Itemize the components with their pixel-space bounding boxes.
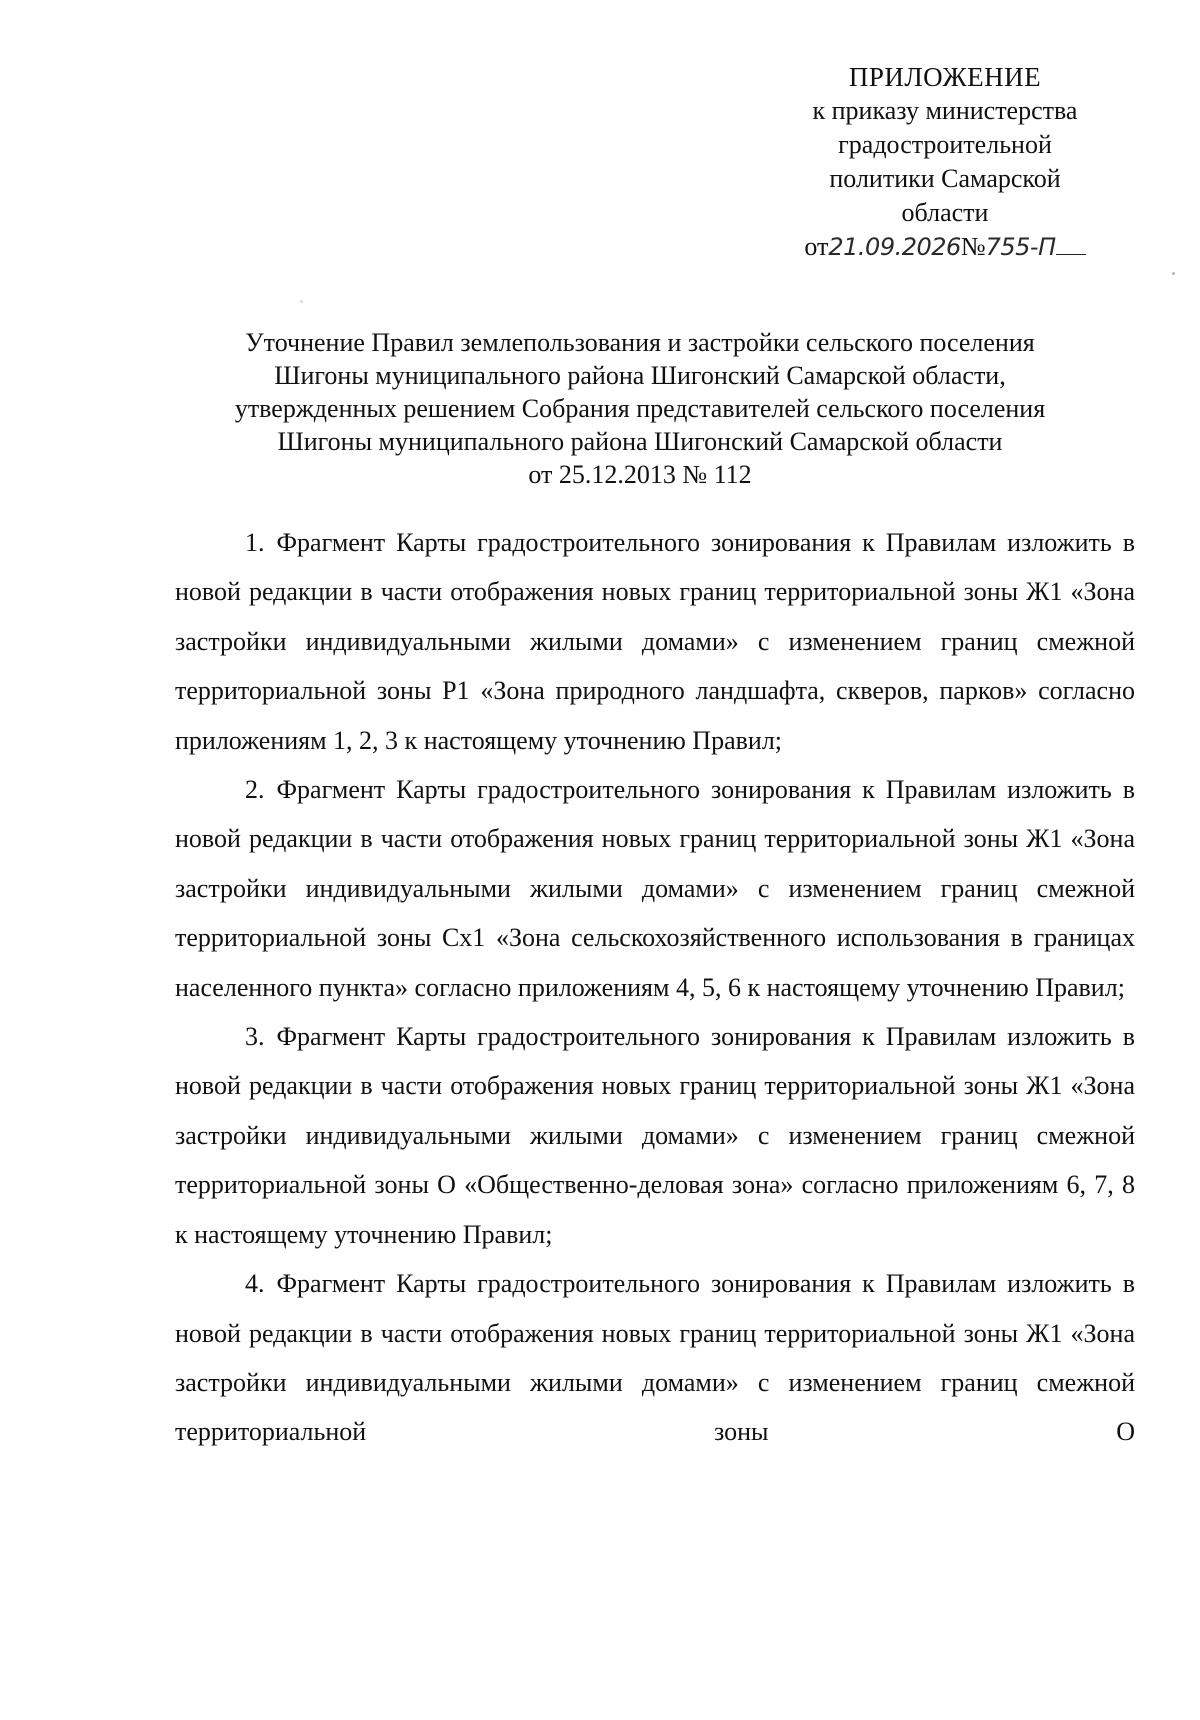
appendix-header	[770, 60, 1120, 264]
appendix-line: к приказу министерства	[812, 96, 1078, 125]
order-underline	[1056, 254, 1086, 255]
title-line: от 25.12.2013 № 112	[528, 460, 752, 489]
order-prefix: от	[804, 232, 829, 261]
order-reference	[804, 230, 1085, 264]
order-number-handwritten: 755-П	[985, 233, 1056, 261]
list-item	[175, 1012, 1135, 1259]
order-date-handwritten: 21.09.2026	[828, 233, 961, 261]
title-line: Шигоны муниципального района Шигонский Самарской области	[277, 427, 1003, 456]
item-text: Фрагмент Карты градостроительного зонирования к Правилам изложить в новой редакции в части отображения новых границ территориальной зоны Ж1 «Зона застройки индивидуальными жилыми домами» с изменением границ смежной территориальной зоны Сх1 «Зона сельскохозяйственного использования в границах населенного пункта» согласно приложениям 4, 5, 6 к настоящему уточнению Правил;	[175, 775, 1135, 1002]
appendix-line: политики Самарской	[829, 164, 1061, 193]
item-number: 4.	[245, 1269, 265, 1299]
item-number: 3.	[245, 1022, 265, 1052]
item-text: Фрагмент Карты градостроительного зонирования к Правилам изложить в новой редакции в части отображения новых границ территориальной зоны Ж1 «Зона застройки индивидуальными жилыми домами» с изменением границ смежной территориальной зоны О «Общественно-деловая зона» согласно приложениям 6, 7, 8 к настоящему уточнению Правил;	[175, 1022, 1135, 1249]
document-title	[150, 326, 1130, 491]
scan-speck	[300, 300, 303, 303]
item-text: Фрагмент Карты градостроительного зонирования к Правилам изложить в новой редакции в части отображения новых границ территориальной зоны Ж1 «Зона застройки индивидуальными жилыми домами» с изменением границ смежной территориальной зоны О	[175, 1269, 1135, 1447]
appendix-line: градостроительной	[838, 130, 1052, 159]
title-line: утвержденных решением Собрания представителей сельского поселения	[234, 394, 1046, 423]
list-item	[175, 765, 1135, 1012]
item-number: 2.	[245, 775, 265, 805]
document-body	[175, 518, 1135, 1457]
item-text: Фрагмент Карты градостроительного зонирования к Правилам изложить в новой редакции в части отображения новых границ территориальной зоны Ж1 «Зона застройки индивидуальными жилыми домами» с изменением границ смежной территориальной зоны Р1 «Зона природного ландшафта, скверов, парков» согласно приложениям 1, 2, 3 к настоящему уточнению Правил;	[175, 528, 1135, 755]
scan-speck	[1172, 272, 1175, 275]
list-item	[175, 1259, 1135, 1457]
title-line: Уточнение Правил землепользования и застройки сельского поселения	[245, 328, 1035, 357]
appendix-heading: ПРИЛОЖЕНИЕ	[848, 62, 1042, 92]
item-number: 1.	[245, 528, 265, 557]
list-item	[175, 518, 1135, 765]
order-number-sign: №	[960, 232, 986, 261]
appendix-line: области	[901, 198, 989, 227]
title-line: Шигоны муниципального района Шигонский Самарской области,	[274, 361, 1006, 390]
